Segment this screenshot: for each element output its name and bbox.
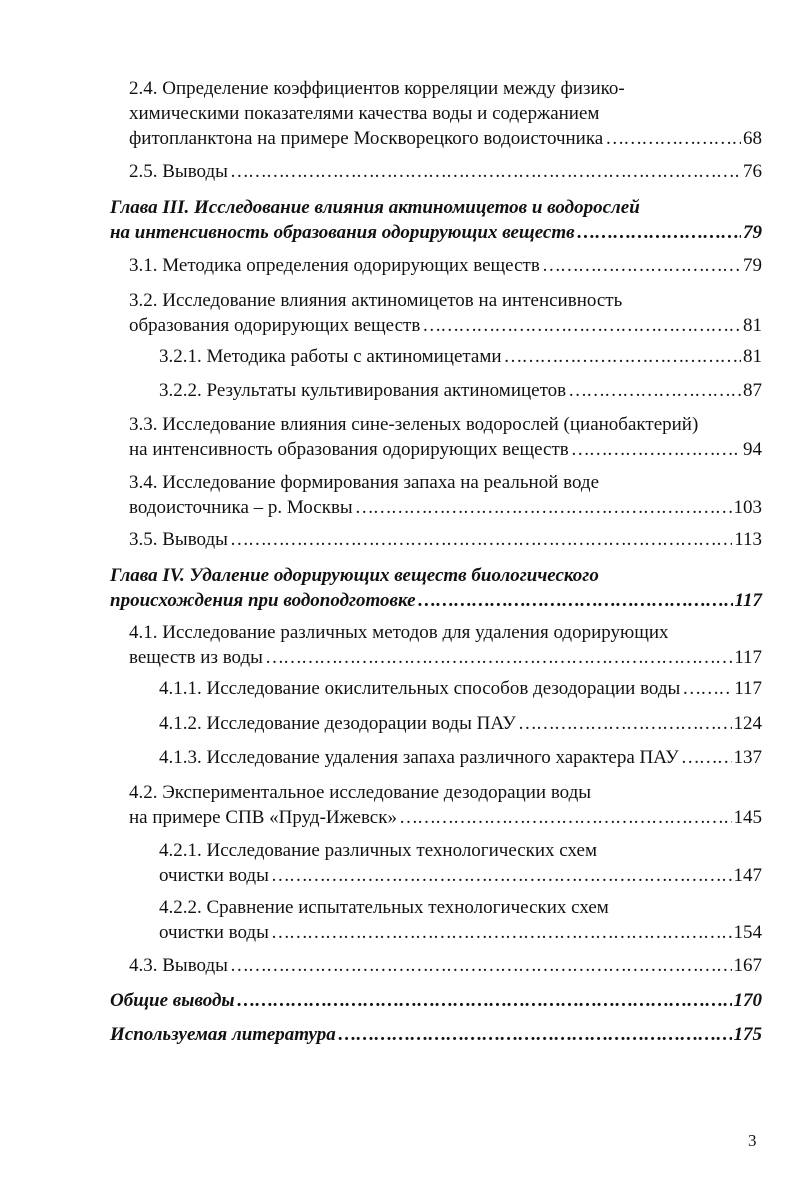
toc-entry-general-conclusions <box>110 988 762 1013</box>
toc-page-number: 94 <box>743 439 762 460</box>
toc-page-number: 81 <box>743 315 762 336</box>
toc-entry-3-2-1 <box>110 344 762 369</box>
toc-entry-text: 3.3. Исследование влияния сине-зеленых водорослей (цианобактерий) <box>129 414 699 435</box>
toc-entry-text: 3.2. Исследование влияния актиномицетов на интенсивность <box>129 290 623 311</box>
toc-entry-4-1-2 <box>110 711 762 736</box>
toc-entry-text: 4.2.1. Исследование различных технологических схем <box>159 840 597 861</box>
toc-entry-3-2 <box>110 288 762 338</box>
toc-page-number: 87 <box>743 380 762 401</box>
toc-page-number: 103 <box>733 497 762 518</box>
dot-leader <box>568 378 741 403</box>
toc-entry-text: Используемая литература <box>110 1024 336 1045</box>
toc-entry-4-2-1 <box>110 838 762 888</box>
toc-entry-text: образования одорирующих веществ <box>129 315 421 336</box>
toc-entry-3-5 <box>110 527 762 552</box>
toc-page-number: 145 <box>733 807 762 828</box>
dot-leader <box>237 988 732 1013</box>
toc-page-number: 154 <box>733 922 762 943</box>
toc-entry-text: веществ из воды <box>129 647 263 668</box>
toc-entry-text: 3.2.1. Методика работы с актиномицетами <box>159 346 502 367</box>
dot-leader <box>271 863 732 888</box>
toc-entry-text: 4.3. Выводы <box>129 955 228 976</box>
toc-entry-4-1-3 <box>110 745 762 770</box>
toc-page-number: 137 <box>733 747 762 768</box>
toc-entry-text: на примере СПВ «Пруд-Ижевск» <box>129 807 397 828</box>
toc-entry-text: 4.2.2. Сравнение испытательных технологических схем <box>159 897 609 918</box>
dot-leader <box>230 159 741 184</box>
toc-entry-text: химическими показателями качества воды и содержанием <box>129 103 600 124</box>
toc-entry-text: 3.5. Выводы <box>129 529 228 550</box>
dot-leader <box>682 676 732 701</box>
dot-leader <box>518 711 732 736</box>
toc-entry-text: происхождения при водоподготовке <box>110 590 416 611</box>
page-number: 3 <box>748 1131 757 1150</box>
toc-entry-chapter-4 <box>110 563 762 613</box>
toc-page-number: 124 <box>733 713 762 734</box>
toc-entry-text: 3.4. Исследование формирования запаха на реальной воде <box>129 472 599 493</box>
dot-leader <box>577 220 741 245</box>
toc-page-number: 79 <box>743 255 762 276</box>
dot-leader <box>355 495 732 520</box>
toc-entry-4-3 <box>110 953 762 978</box>
dot-leader <box>571 437 741 462</box>
toc-page-number: 117 <box>734 678 762 699</box>
toc-page-number: 113 <box>734 529 762 550</box>
toc-entry-text: очистки воды <box>159 865 269 886</box>
toc-page-number: 170 <box>733 990 762 1011</box>
toc-page-number: 79 <box>743 222 762 243</box>
dot-leader <box>422 313 741 338</box>
toc-page-number: 117 <box>734 647 762 668</box>
toc-entry-references <box>110 1022 762 1047</box>
toc-entry-text: на интенсивность образования одорирующих веществ <box>110 222 575 243</box>
dot-leader <box>399 805 732 830</box>
toc-page-number: 117 <box>734 590 762 611</box>
toc-entry-text: 2.4. Определение коэффициентов корреляции между физико- <box>129 78 625 99</box>
dot-leader <box>271 920 732 945</box>
toc-entry-text: фитопланктона на примере Москворецкого водоисточника <box>129 128 604 149</box>
dot-leader <box>681 745 732 770</box>
toc-entry-3-2-2 <box>110 378 762 403</box>
toc-entry-chapter-3 <box>110 195 762 245</box>
toc-entry-text: 4.1. Исследование различных методов для удаления одорирующих <box>129 622 669 643</box>
toc-entry-text: 3.2.2. Результаты культивирования актиномицетов <box>159 380 567 401</box>
toc-entry-text: 4.1.1. Исследование окислительных способов дезодорации воды <box>159 678 681 699</box>
toc-entry-text: на интенсивность образования одорирующих веществ <box>129 439 569 460</box>
toc-entry-4-1-1 <box>110 676 762 701</box>
toc-page-number: 68 <box>743 128 762 149</box>
toc-page-number: 81 <box>743 346 762 367</box>
toc-entry-4-2 <box>110 780 762 830</box>
toc-entry-text: Глава IV. Удаление одорирующих веществ биологического <box>110 565 599 586</box>
dot-leader <box>230 953 732 978</box>
toc-entry-text: 4.2. Экспериментальное исследование дезодорации воды <box>129 782 592 803</box>
toc-entry-3-4 <box>110 470 762 520</box>
toc-entry-text: очистки воды <box>159 922 269 943</box>
toc-entry-text: водоисточника – р. Москвы <box>129 497 353 518</box>
dot-leader <box>542 253 741 278</box>
toc-entry-text: 4.1.3. Исследование удаления запаха различного характера ПАУ <box>159 747 679 768</box>
toc-page-number: 147 <box>733 865 762 886</box>
toc-entry-3-3 <box>110 412 762 462</box>
toc-page-number: 167 <box>733 955 762 976</box>
toc-entry-2-5 <box>110 159 762 184</box>
dot-leader <box>504 344 741 369</box>
dot-leader <box>230 527 732 552</box>
toc-entry-text: 3.1. Методика определения одорирующих веществ <box>129 255 540 276</box>
dot-leader <box>338 1022 732 1047</box>
toc-entry-3-1 <box>110 253 762 278</box>
toc-entry-text: 4.1.2. Исследование дезодорации воды ПАУ <box>159 713 516 734</box>
dot-leader <box>418 588 733 613</box>
dot-leader <box>265 645 732 670</box>
toc-page-number: 76 <box>743 161 762 182</box>
dot-leader <box>605 126 741 151</box>
toc-entry-2-4 <box>110 76 762 151</box>
toc-entry-4-2-2 <box>110 895 762 945</box>
toc-entry-text: Общие выводы <box>110 990 235 1011</box>
toc-entry-4-1 <box>110 620 762 670</box>
toc-entry-text: Глава III. Исследование влияния актиномицетов и водорослей <box>110 197 640 218</box>
toc-entry-text: 2.5. Выводы <box>129 161 228 182</box>
toc-page-number: 175 <box>733 1024 762 1045</box>
